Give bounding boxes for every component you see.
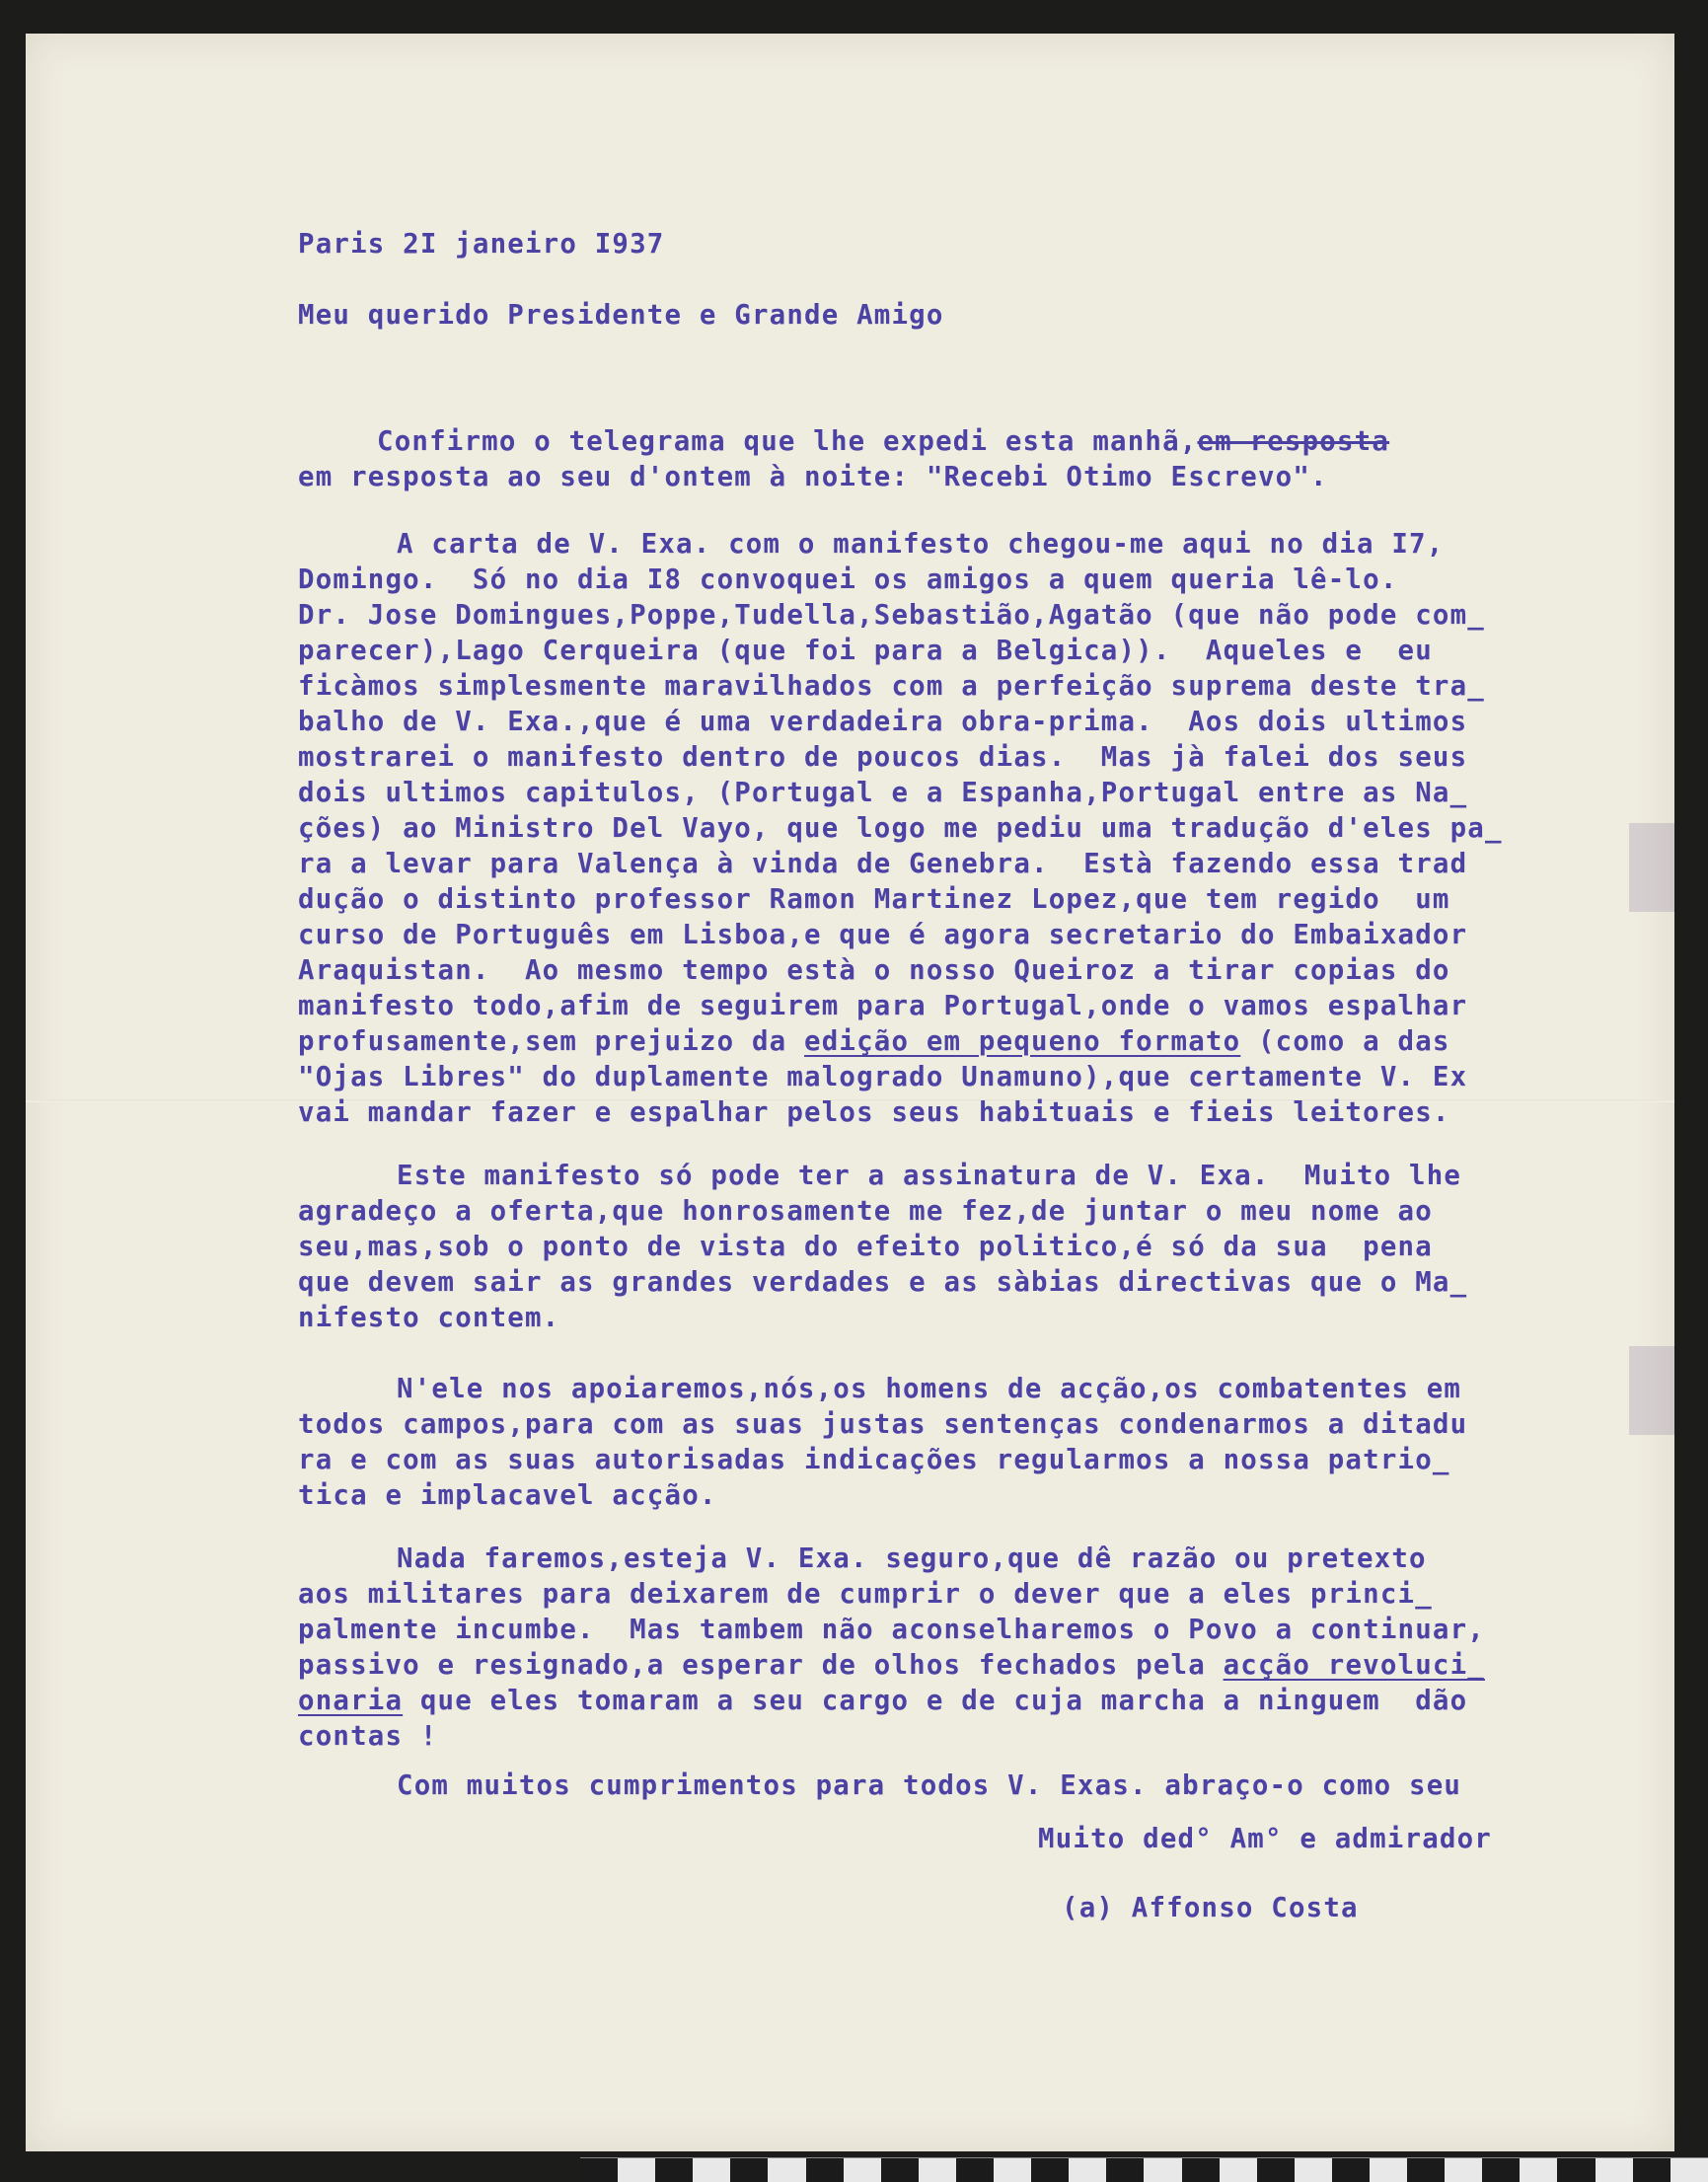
text-line: Domingo. Só no dia I8 convoquei os amigos a quem queria lê-lo. [298,564,1398,595]
text-line: A carta de V. Exa. com o manifesto chegou-me aqui no dia I7, [397,529,1445,560]
text-line: dois ultimos capitulos, (Portugal e a Espanha,Portugal entre as Na_ [298,778,1468,808]
text-line: passivo e resignado,a esperar de olhos fechados pela acção revoluci_ [298,1650,1485,1681]
text-line: em resposta ao seu d'ontem à noite: "Recebi Otimo Escrevo". [298,462,1328,492]
text-line: seu,mas,sob o ponto de vista do efeito politico,é só da sua pena [298,1232,1433,1262]
text-line: ra a levar para Valença à vinda de Genebra. Està fazendo essa trad [298,849,1468,879]
text-line: Nada faremos,esteja V. Exa. seguro,que dê razão ou pretexto [397,1543,1427,1574]
letter-closing: Muito ded° Am° e admirador [1038,1824,1492,1854]
text-line: parecer),Lago Cerqueira (que foi para a Belgica)). Aqueles e eu [298,636,1433,666]
text-line: ficàmos simplesmente maravilhados com a perfeição suprema deste tra_ [298,671,1485,702]
letter-date: Paris 2I janeiro I937 [298,229,665,260]
text-line: ra e com as suas autorisadas indicações regularmos a nossa patrio_ [298,1445,1450,1475]
text-line: ções) ao Ministro Del Vayo, que logo me pediu uma tradução d'eles pa_ [298,813,1503,844]
letter-signature: (a) Affonso Costa [1062,1893,1359,1923]
text-line: dução o distinto professor Ramon Martinez Lopez,que tem regido um [298,884,1450,915]
text-line: N'ele nos apoiaremos,nós,os homens de acção,os combatentes em [397,1374,1462,1404]
text-line: Confirmo o telegrama que lhe expedi esta manhã,em resposta [377,426,1390,457]
text-line: "Ojas Libres" do duplamente malogrado Unamuno),que certamente V. Ex [298,1062,1468,1092]
typewritten-text [26,34,1674,2151]
text-line: palmente incumbe. Mas tambem não aconselharemos o Povo a continuar, [298,1615,1485,1645]
text-line: profusamente,sem prejuizo da edição em pequeno formato (como a das [298,1026,1450,1057]
text-line: Dr. Jose Domingues,Poppe,Tudella,Sebastião,Agatão (que não pode com_ [298,600,1485,631]
text-line: tica e implacavel acção. [298,1480,717,1511]
underlined-text: onaria [298,1686,404,1716]
text-line: Com muitos cumprimentos para todos V. Exas. abraço-o como seu [397,1770,1462,1801]
underlined-text: edição em pequeno formato [804,1026,1241,1057]
text-line: aos militares para deixarem de cumprir o dever que a eles princi_ [298,1579,1433,1610]
text-line: Este manifesto só pode ter a assinatura de V. Exa. Muito lhe [397,1161,1462,1191]
letter-page [26,34,1674,2151]
text-line: agradeço a oferta,que honrosamente me fez,de juntar o meu nome ao [298,1196,1433,1227]
text-line: todos campos,para com as suas justas sentenças condenarmos a ditadu [298,1409,1468,1440]
struck-text: em resposta [1197,426,1390,457]
letter-salutation: Meu querido Presidente e Grande Amigo [298,300,944,331]
text-line: vai mandar fazer e espalhar pelos seus habituais e fieis leitores. [298,1097,1450,1128]
text-line: nifesto contem. [298,1303,560,1333]
text-line: Araquistan. Ao mesmo tempo està o nosso Queiroz a tirar copias do [298,955,1450,986]
underlined-text: acção revoluci_ [1223,1650,1485,1681]
text-line: balho de V. Exa.,que é uma verdadeira obra-prima. Aos dois ultimos [298,707,1468,737]
text-line: contas ! [298,1721,438,1752]
color-scale-ruler [580,2157,1708,2182]
text-line: mostrarei o manifesto dentro de poucos dias. Mas jà falei dos seus [298,742,1468,773]
text-line: onaria que eles tomaram a seu cargo e de cuja marcha a ninguem dão [298,1686,1468,1716]
text-line: curso de Português em Lisboa,e que é agora secretario do Embaixador [298,920,1468,950]
text-line: manifesto todo,afim de seguirem para Portugal,onde o vamos espalhar [298,991,1468,1021]
text-line: que devem sair as grandes verdades e as sàbias directivas que o Ma_ [298,1267,1468,1298]
